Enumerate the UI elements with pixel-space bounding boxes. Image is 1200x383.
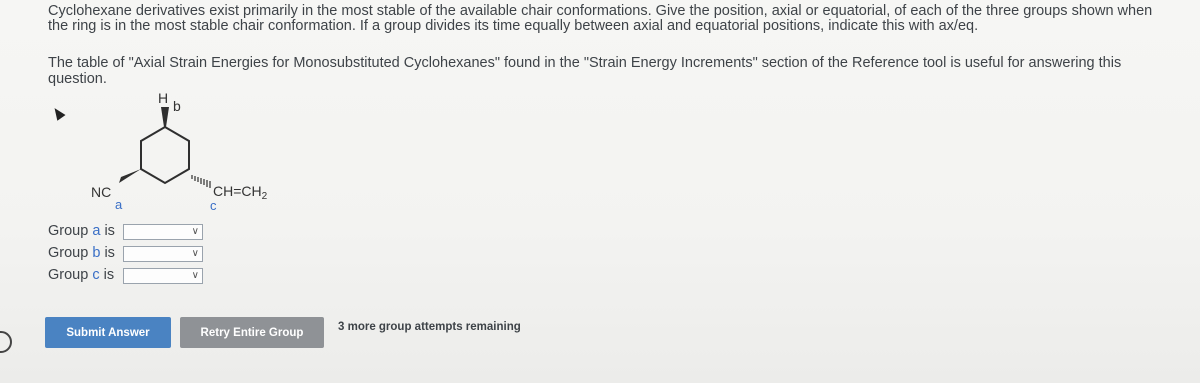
submit-answer-button[interactable]: Submit Answer [45,317,171,348]
group-c-marker: c [210,198,217,213]
cyclohexane-ring [141,127,189,183]
circle-icon [0,331,12,353]
group-a-marker: a [115,197,123,212]
wedge-bond-nc [119,169,141,183]
question-text-line-1: Cyclohexane derivatives exist primarily in the most stable of the available chair conformations. Give the position, axial or equatorial, of each of the three groups shown when [48,3,1153,19]
chevron-down-icon: ∨ [191,248,199,259]
wedge-bond-h [161,107,169,127]
attempts-remaining-text: 3 more group attempts remaining [338,321,521,333]
question-text-line-4: question. [48,71,107,87]
group-b-select[interactable] [123,246,203,262]
hydrogen-label: H [158,90,169,106]
group-b-marker: b [173,98,181,114]
chevron-down-icon: ∨ [191,226,199,237]
group-b-label: Group b is [48,245,115,261]
group-c-label: Group c is [48,267,115,283]
nitrile-label: NC [91,184,112,200]
chevron-down-icon: ∨ [191,270,199,281]
hashed-bond-vinyl [192,175,210,188]
question-text-line-3: The table of "Axial Strain Energies for Monosubstituted Cyclohexanes" found in the "Strain Energy Increments" section of the Reference tool is useful for answering this [48,55,1122,71]
cyclohexane-structure [0,0,400,220]
question-text-line-2: the ring is in the most stable chair conformation. If a group divides its time equally between axial and equatorial positions, indicate this with ax/eq. [48,18,979,34]
retry-entire-group-button[interactable]: Retry Entire Group [180,317,324,348]
group-a-label: Group a is [48,223,115,239]
vinyl-label: $CH=CH_2$ [213,183,268,202]
group-c-select[interactable] [123,268,203,284]
group-a-select[interactable] [123,224,203,240]
